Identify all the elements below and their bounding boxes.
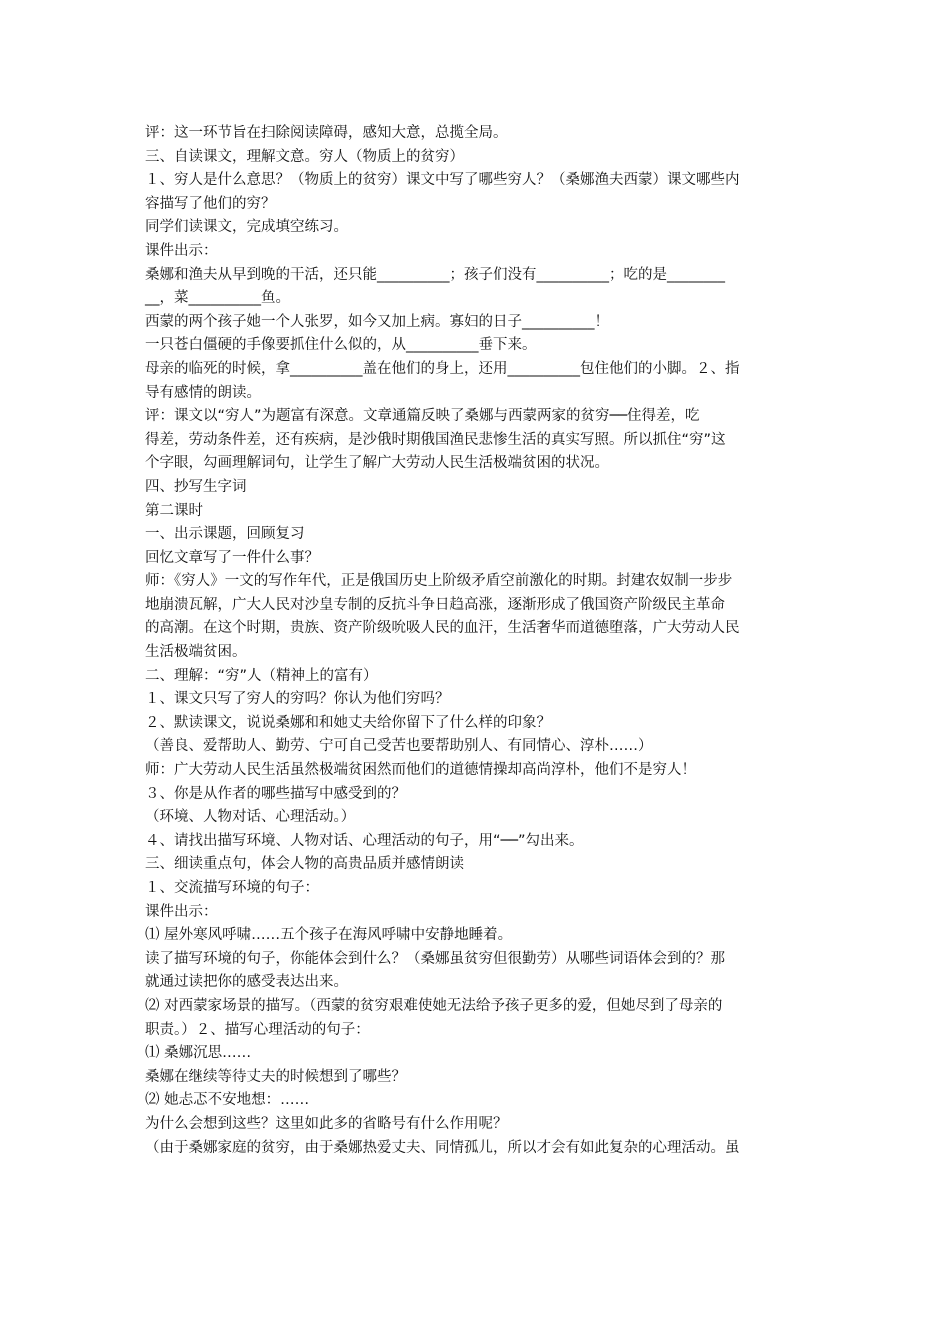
text-line: 师：广大劳动人民生活虽然极端贫困然而他们的道德情操却高尚淳朴，他们不是穷人！: [145, 762, 696, 779]
fill-in-blank-line: __，菜__________鱼。: [145, 290, 290, 307]
text-line: 读了描写环境的句子，你能体会到什么？（桑娜虽贫穷但很勤劳）从哪些词语体会到的？那: [145, 950, 725, 967]
text-line: 课件出示：: [145, 242, 218, 259]
text-line: 职责。）２、描写心理活动的句子：: [145, 1021, 370, 1038]
text-line: 容描写了他们的穷？: [145, 195, 276, 212]
fill-in-blank-line: 西蒙的两个孩子她一个人张罗，如今又加上病。寡妇的日子__________！: [145, 313, 609, 330]
text-line: １、课文只写了穷人的穷吗？你认为他们穷吗？: [145, 691, 450, 708]
section-heading: 四、抄写生字词: [145, 478, 247, 495]
fill-in-blank-line: 母亲的临死的时候，拿__________盖在他们的身上，还用__________包住他们的小脚。２、指: [145, 360, 740, 377]
text-line: 桑娜在继续等待丈夫的时候想到了哪些？: [145, 1068, 406, 1085]
text-line: 导有感情的朗读。: [145, 384, 261, 401]
text-line: ４、请找出描写环境、人物对话、心理活动的句子，用“──”勾出来。: [145, 832, 584, 849]
section-heading: 三、细读重点句，体会人物的高贵品质并感情朗读: [145, 856, 464, 873]
section-heading: 二、理解：“穷”人（精神上的富有）: [145, 667, 378, 684]
text-line: （由于桑娜家庭的贫穷，由于桑娜热爱丈夫、同情孤儿，所以才会有如此复杂的心理活动。虽: [145, 1139, 740, 1156]
text-line: 地崩溃瓦解，广大人民对沙皇专制的反抗斗争日趋高涨，逐渐形成了俄国资产阶级民主革命: [145, 596, 725, 613]
fill-in-blank-line: 一只苍白僵硬的手像要抓住什么似的，从__________垂下来。: [145, 337, 537, 354]
text-line: ３、你是从作者的哪些描写中感受到的？: [145, 785, 406, 802]
text-line: １、交流描写环境的句子：: [145, 880, 319, 896]
text-line: 得差，劳动条件差，还有疾病，是沙俄时期俄国渔民悲惨生活的真实写照。所以抓住“穷”这: [145, 431, 726, 448]
text-line: ⑵ 对西蒙家场景的描写。（西蒙的贫穷艰难使她无法给予孩子更多的爱，但她尽到了母亲的: [145, 997, 723, 1014]
text-line: ⑵ 她忐忑不安地想：……: [145, 1092, 310, 1109]
text-line: 就通过读把你的感受表达出来。: [145, 974, 348, 991]
document-page: [145, 122, 810, 1160]
text-line: 同学们读课文，完成填空练习。: [145, 219, 348, 236]
fill-in-blank-line: 桑娜和渔夫从早到晚的干活，还只能__________；孩子们没有__________；吃的是________: [145, 266, 725, 283]
text-line: 评：这一环节旨在扫除阅读障碍，感知大意，总揽全局。: [145, 125, 508, 141]
text-line: （环境、人物对话、心理活动。）: [145, 809, 356, 826]
text-line: 课件出示：: [145, 903, 218, 920]
text-line: 师：《穷人》一文的写作年代，正是俄国历史上阶级矛盾空前激化的时期。封建农奴制一步步: [145, 573, 733, 590]
text-line: 为什么会想到这些？这里如此多的省略号有什么作用呢？: [145, 1115, 508, 1132]
text-line: 回忆文章写了一件什么事？: [145, 549, 319, 566]
text-line: 个字眼，勾画理解词句，让学生了解广大劳动人民生活极端贫困的状况。: [145, 455, 609, 472]
section-heading: 三、自读课文，理解文意。穷人（物质上的贫穷）: [145, 148, 464, 165]
text-line: ２、默读课文，说说桑娜和和她丈夫给你留下了什么样的印象？: [145, 714, 551, 731]
text-line: 的高潮。在这个时期，贵族、资产阶级吮吸人民的血汗，生活奢华而道德堕落，广大劳动人民: [145, 620, 740, 637]
lesson-heading: 第二课时: [145, 502, 203, 519]
text-line: ⑴ 桑娜沉思……: [145, 1045, 252, 1062]
section-heading: 一、出示课题，回顾复习: [145, 526, 305, 543]
text-line: 评：课文以“穷人”为题富有深意。文章通篇反映了桑娜与西蒙两家的贫穷──住得差，吃: [145, 408, 700, 425]
text-line: ⑴ 屋外寒风呼啸……五个孩子在海风呼啸中安静地睡着。: [145, 927, 513, 944]
text-line: （善良、爱帮助人、勤劳、宁可自己受苦也要帮助别人、有同情心、淳朴……）: [145, 738, 653, 755]
text-line: １、穷人是什么意思？（物质上的贫穷）课文中写了哪些穷人？（桑娜渔夫西蒙）课文哪些内: [145, 172, 740, 189]
text-line: 生活极端贫困。: [145, 644, 247, 661]
